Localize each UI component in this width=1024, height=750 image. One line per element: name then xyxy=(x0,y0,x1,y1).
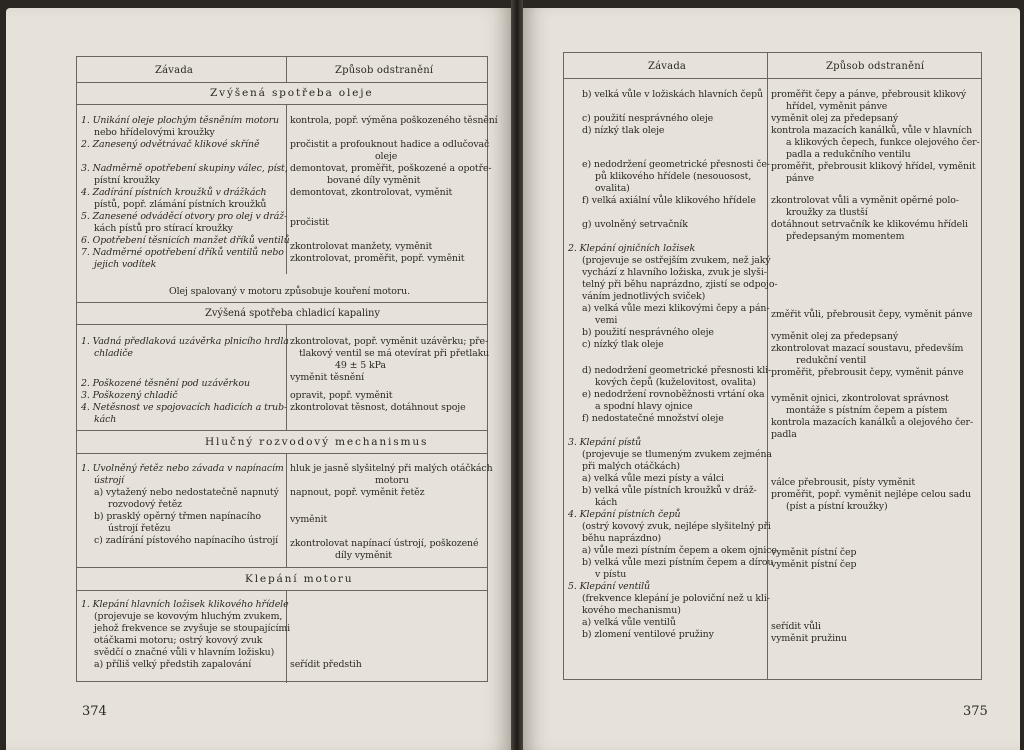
page-number-right: 375 xyxy=(963,704,988,719)
remedy-1b: proměřit čepy a pánve, přebrousit klikový xyxy=(771,89,967,100)
fault-2b: b) použití nesprávného oleje xyxy=(582,327,714,338)
fault-5-title: 5. Klepání ventilů xyxy=(568,581,650,592)
timing-remedy-2: napnout, popř. vyměnit řetěz xyxy=(290,487,425,498)
fault-1e: e) nedodržení geometrické přesnosti če- xyxy=(582,159,770,170)
oil-fault-4: 4. Zadírání pístních kroužků v drážkách xyxy=(81,187,267,198)
fault-1b: b) velká vůle v ložiskách hlavních čepů xyxy=(582,89,763,100)
fault-2-title: 2. Klepání ojničních ložisek xyxy=(568,243,696,254)
oil-remedy-2-cont: oleje xyxy=(375,151,398,162)
coolant-pressure-value: 49 ± 5 kPa xyxy=(335,360,386,371)
remedy-2a: změřit vůli, přebrousit čepy, vyměnit pánve xyxy=(771,309,973,320)
header-col-fault: Závada xyxy=(648,61,687,72)
oil-fault-1-cont: nebo hřídelovými kroužky xyxy=(94,127,215,138)
knock-remedy-1: seřídit předstih xyxy=(290,659,362,670)
oil-fault-7: 7. Nadměrné opotřebení dříků ventilů nebo xyxy=(81,247,284,258)
remedy-2e-cont: montáže s pístním čepem a pístem xyxy=(786,405,948,416)
remedy-1b-cont: hřídel, vyměnit pánve xyxy=(786,101,888,112)
fault-1f: f) velká axiální vůle klikového hřídele xyxy=(582,195,756,206)
fault-1g: g) uvolněný setrvačník xyxy=(582,219,688,230)
knock-fault-1a: a) příliš velký předstih zapalování xyxy=(94,659,252,670)
oil-fault-5-cont: kách pístů pro stírací kroužky xyxy=(94,223,233,234)
coolant-remedy-3: opravit, popř. vyměnit xyxy=(290,390,393,401)
fault-4-desc1: (ostrý kovový zvuk, nejlépe slyšitelný při xyxy=(582,521,771,532)
timing-fault-1c: c) zadírání pístového napínacího ústrojí xyxy=(94,535,279,546)
fault-2e-cont: a spodní hlavy ojnice xyxy=(595,401,693,412)
page-number-left: 374 xyxy=(82,704,107,719)
oil-fault-2: 2. Zanesený odvětrávač klikové skříně xyxy=(81,139,260,150)
fault-3b: b) velká vůle pístních kroužků v dráž- xyxy=(582,485,757,496)
timing-remedy-4-cont: díly vyměnit xyxy=(335,550,392,561)
timing-fault-1a: a) vytažený nebo nedostatečně napnutý xyxy=(94,487,279,498)
fault-5-desc1: (frekvence klepání je poloviční než u kli- xyxy=(582,593,770,604)
oil-remedy-3-cont: bované díly vyměnit xyxy=(327,175,421,186)
fault-5b: b) zlomení ventilové pružiny xyxy=(582,629,714,640)
fault-4-desc2: běhu naprázdno) xyxy=(582,533,662,544)
fault-2-desc2: vychází z hlavního ložiska, zvuk je slyši- xyxy=(582,267,767,278)
fault-2a-cont: vemi xyxy=(595,315,618,326)
fault-2f: f) nedostatečné množství oleje xyxy=(582,413,724,424)
fault-2-desc3: telný při běhu naprázdno, zjistí se odpojo- xyxy=(582,279,778,290)
knock-fault-1-line2: (projevuje se kovovým hluchým zvukem, xyxy=(94,611,283,622)
fault-2d-cont: kových čepů (kuželovitost, ovalita) xyxy=(595,377,756,388)
fault-table-right xyxy=(563,52,982,680)
remedy-1g-cont: předepsaným momentem xyxy=(786,231,905,242)
fault-1d: d) nízký tlak oleje xyxy=(582,125,665,136)
remedy-2c: zkontrolovat mazací soustavu, především xyxy=(771,343,964,354)
timing-remedy-1-cont: motoru xyxy=(375,475,409,486)
coolant-fault-1: 1. Vadná předlaková uzávěrka plnicího hrdla xyxy=(81,336,289,347)
remedy-1d-cont2: padla a redukčního ventilu xyxy=(786,149,911,160)
header-col-remedy: Způsob odstranění xyxy=(826,61,925,72)
remedy-2f-cont: padla xyxy=(771,429,797,440)
fault-3-desc2: při malých otáčkách) xyxy=(582,461,680,472)
oil-fault-6: 6. Opotřebení těsnicích manžet dříků ventilů xyxy=(81,235,290,246)
timing-fault-1: 1. Uvolněný řetěz nebo závada v napínacím xyxy=(81,463,284,474)
oil-remedy-7: zkontrolovat, proměřit, popř. vyměnit xyxy=(290,253,465,264)
remedy-1d-cont: a klikových čepech, funkce olejového čer- xyxy=(786,137,980,148)
section-title-timing: Hlučný rozvodový mechanismus xyxy=(205,436,429,448)
knock-fault-1: 1. Klepání hlavních ložisek klikového hřídele xyxy=(81,599,289,610)
timing-remedy-3: vyměnit xyxy=(290,514,328,525)
header-col-remedy: Způsob odstranění xyxy=(335,65,434,76)
section-rule xyxy=(77,430,487,431)
oil-remedy-2: pročistit a profouknout hadice a odlučovač xyxy=(290,139,490,150)
oil-fault-1: 1. Unikání oleje plochým těsněním motoru xyxy=(81,115,279,126)
remedy-5b: vyměnit pružinu xyxy=(771,633,847,644)
remedy-3a: válce přebrousit, písty vyměnit xyxy=(771,477,915,488)
remedy-3b-cont: (píst a pístní kroužky) xyxy=(786,501,888,512)
fault-5a: a) velká vůle ventilů xyxy=(582,617,676,628)
coolant-fault-4-cont: kách xyxy=(94,414,117,425)
oil-remedy-1: kontrola, popř. výměna poškozeného těsnění xyxy=(290,115,498,126)
header-col-fault: Závada xyxy=(155,65,194,76)
coolant-fault-2: 2. Poškozené těsnění pod uzávěrkou xyxy=(81,378,250,389)
remedy-2e: vyměnit ojnici, zkontrolovat správnost xyxy=(771,393,949,404)
column-divider xyxy=(286,453,287,567)
timing-remedy-4: zkontrolovat napínací ústrojí, poškozené xyxy=(290,538,479,549)
coolant-fault-4: 4. Netěsnost ve spojovacích hadicích a trub- xyxy=(81,402,288,413)
oil-fault-3: 3. Nadměrně opotřebení skupiny válec, píst, xyxy=(81,163,288,174)
section-rule xyxy=(77,453,487,454)
remedy-2d: proměřit, přebrousit čepy, vyměnit pánve xyxy=(771,367,964,378)
fault-2d: d) nedodržení geometrické přesnosti kli- xyxy=(582,365,772,376)
section-rule xyxy=(77,324,487,325)
oil-fault-4-cont: pístů, popř. zlámání pístních kroužků xyxy=(94,199,267,210)
timing-fault-1a-cont: rozvodový řetěz xyxy=(108,499,183,510)
oil-remedy-3: demontovat, proměřit, poškozené a opotře- xyxy=(290,163,492,174)
fault-2-desc1: (projevuje se ostřejším zvukem, než jaký xyxy=(582,255,771,266)
left-page xyxy=(6,8,511,750)
fault-1e-cont: pů klikového hřídele (nesouosost, xyxy=(595,171,752,182)
fault-4b: b) velká vůle mezi pístním čepem a dírou xyxy=(582,557,774,568)
fault-table-left xyxy=(76,56,498,682)
timing-fault-1b: b) prasklý opěrný třmen napínacího xyxy=(94,511,261,522)
timing-remedy-1: hluk je jasně slyšitelný při malých otáčkách xyxy=(290,463,493,474)
remedy-4b: vyměnit pístní čep xyxy=(771,559,857,570)
knock-fault-1-line5: svědčí o značné vůli v hlavním ložisku) xyxy=(94,647,275,658)
header-rule xyxy=(77,82,487,83)
fault-4a: a) vůle mezi pístním čepem a okem ojnice xyxy=(582,545,777,556)
fault-1c: c) použití nesprávného oleje xyxy=(582,113,714,124)
remedy-1e: proměřit, přebrousit klikový hřídel, vyměnit xyxy=(771,161,976,172)
fault-3-title: 3. Klepání pístů xyxy=(568,437,642,448)
coolant-remedy-1-cont: tlakový ventil se má otevírat při přetlaku xyxy=(299,348,490,359)
remedy-2c-cont: redukční ventil xyxy=(796,355,867,366)
fault-2c: c) nízký tlak oleje xyxy=(582,339,664,350)
coolant-remedy-1: zkontrolovat, popř. vyměnit uzávěrku; pře- xyxy=(290,336,489,347)
fault-2a: a) velká vůle mezi klikovými čepy a pán- xyxy=(582,303,770,314)
timing-fault-1b-cont: ústrojí řetězu xyxy=(108,523,171,534)
timing-fault-1-cont: ústrojí xyxy=(94,475,124,486)
section-rule xyxy=(77,567,487,568)
coolant-fault-1-cont: chladiče xyxy=(94,348,133,359)
fault-3b-cont: kách xyxy=(595,497,618,508)
oil-note: Olej spalovaný v motoru způsobuje kouření motoru. xyxy=(169,286,410,297)
remedy-5a: seřídit vůli xyxy=(771,621,821,632)
fault-5-desc2: kového mechanismu) xyxy=(582,605,681,616)
coolant-remedy-4: zkontrolovat těsnost, dotáhnout spoje xyxy=(290,402,466,413)
fault-3a: a) velká vůle mezi písty a válci xyxy=(582,473,724,484)
oil-fault-3-cont: pístní kroužky xyxy=(94,175,160,186)
knock-fault-1-line3: jehož frekvence se zvyšuje se stoupajícími xyxy=(94,623,291,634)
section-title-knock: Klepání motoru xyxy=(245,573,354,585)
remedy-1g: dotáhnout setrvačník ke klikovému hřídeli xyxy=(771,219,968,230)
fault-1e-cont2: ovalita) xyxy=(595,183,630,194)
fault-2e: e) nedodržení rovnoběžnosti vrtání oka xyxy=(582,389,765,400)
remedy-3b: proměřit, popř. vyměnit nejlépe celou sadu xyxy=(771,489,971,500)
oil-remedy-6: zkontrolovat manžety, vyměnit xyxy=(290,241,433,252)
section-rule xyxy=(77,590,487,591)
oil-remedy-5: pročistit xyxy=(290,217,329,228)
remedy-1c: vyměnit olej za předepsaný xyxy=(771,113,899,124)
fault-4b-cont: v pístu xyxy=(595,569,627,580)
header-rule xyxy=(564,78,981,79)
section-rule xyxy=(77,302,487,303)
oil-remedy-4: demontovat, zkontrolovat, vyměnit xyxy=(290,187,453,198)
fault-3-desc1: (projevuje se tlumeným zvukem zejména xyxy=(582,449,772,460)
column-divider xyxy=(286,57,287,82)
section-title-oil: Zvýšená spotřeba oleje xyxy=(210,87,374,99)
right-page xyxy=(523,8,1020,750)
oil-fault-7-cont: jejich vodítek xyxy=(94,259,157,270)
remedy-4a: vyměnit pístní čep xyxy=(771,547,857,558)
oil-fault-5: 5. Zanesené odváděcí otvory pro olej v dráž- xyxy=(81,211,288,222)
remedy-2b: vyměnit olej za předepsaný xyxy=(771,331,899,342)
remedy-2f: kontrola mazacích kanálků a olejového čer- xyxy=(771,417,974,428)
remedy-1f-cont: kroužky za tlustší xyxy=(786,207,868,218)
knock-fault-1-line4: otáčkami motoru; ostrý kovový zvuk xyxy=(94,635,263,646)
coolant-remedy-2: vyměnit těsnění xyxy=(290,372,365,383)
coolant-fault-3: 3. Poškozený chladič xyxy=(81,390,178,401)
fault-4-title: 4. Klepání pístních čepů xyxy=(568,509,681,520)
section-title-coolant: Zvýšená spotřeba chladicí kapaliny xyxy=(205,308,380,319)
book-gutter xyxy=(511,0,523,750)
section-rule xyxy=(77,104,487,105)
column-divider xyxy=(286,104,287,274)
remedy-1f: zkontrolovat vůli a vyměnit opěrné polo- xyxy=(771,195,959,206)
remedy-1d: kontrola mazacích kanálků, vůle v hlavních xyxy=(771,125,973,136)
fault-2-desc4: váním jednotlivých sviček) xyxy=(582,291,706,302)
remedy-1e-cont: pánve xyxy=(786,173,814,184)
